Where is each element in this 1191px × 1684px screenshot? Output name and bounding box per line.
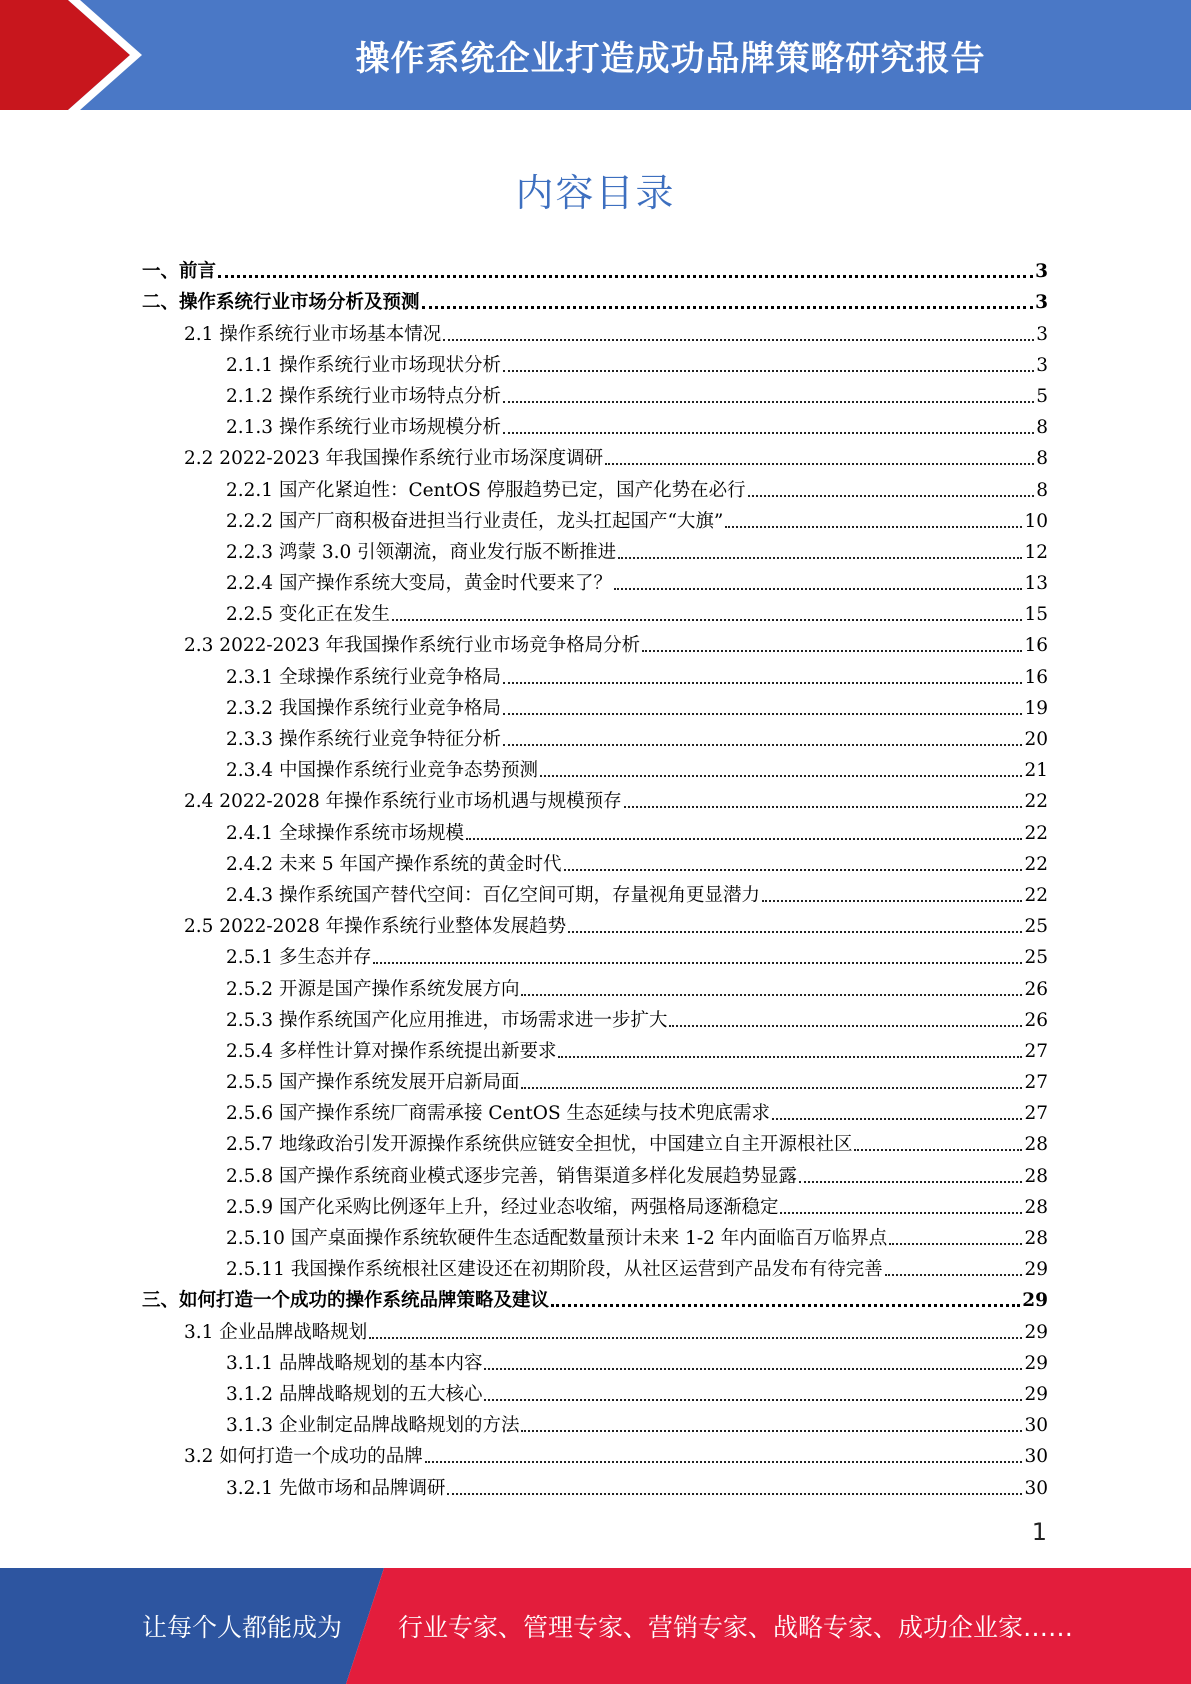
toc-entry-page: 26	[1024, 1009, 1048, 1031]
toc-dot-leader	[642, 650, 1022, 652]
toc-entry[interactable]	[142, 847, 1048, 878]
toc-dot-leader	[503, 713, 1022, 715]
toc-entry[interactable]	[142, 441, 1048, 472]
toc-entry[interactable]	[142, 597, 1048, 628]
toc-entry-page: 30	[1024, 1477, 1048, 1499]
toc-dot-leader	[369, 1337, 1022, 1339]
toc-entry-title: 2.3.1 全球操作系统行业竞争格局	[226, 666, 501, 688]
toc-entry[interactable]	[142, 1190, 1048, 1221]
footer-slogan-left: 让每个人都能成为	[142, 1613, 343, 1642]
toc-entry-page: 8	[1036, 479, 1048, 501]
toc-entry-page: 5	[1036, 385, 1048, 407]
toc-entry-page: 28	[1024, 1228, 1048, 1249]
toc-entry-title: 2.4.2 未来 5 年国产操作系统的黄金时代	[226, 853, 562, 875]
toc-entry-page: 29	[1024, 1321, 1048, 1343]
toc-entry[interactable]	[142, 535, 1048, 566]
toc-entry-page: 28	[1024, 1165, 1048, 1187]
toc-entry[interactable]	[142, 254, 1048, 285]
toc-entry[interactable]	[142, 1003, 1048, 1034]
toc-entry-title: 2.3.4 中国操作系统行业竞争态势预测	[226, 760, 538, 782]
toc-entry-page: 8	[1036, 448, 1048, 470]
toc-entry-title: 3.1 企业品牌战略规划	[184, 1321, 368, 1343]
toc-entry-page: 10	[1024, 510, 1048, 532]
toc-entry[interactable]	[142, 940, 1048, 971]
toc-entry-page: 12	[1024, 541, 1048, 563]
toc-entry-title: 2.2.1 国产化紧迫性：CentOS 停服趋势已定，国产化势在必行	[226, 479, 746, 501]
toc-entry-page: 8	[1036, 417, 1048, 439]
toc-dot-leader	[568, 931, 1022, 933]
toc-dot-leader	[624, 806, 1023, 808]
toc-entry-title: 2.1.3 操作系统行业市场规模分析	[226, 417, 501, 439]
toc-dot-leader	[854, 1149, 1022, 1151]
toc-entry[interactable]	[142, 1470, 1048, 1501]
footer-slogan-right: 行业专家、管理专家、营销专家、战略专家、成功企业家……	[398, 1613, 1074, 1642]
toc-entry-title: 2.5.11 我国操作系统根社区建设还在初期阶段，从社区运营到产品发布有待完善	[226, 1259, 883, 1281]
toc-entry-page: 15	[1024, 604, 1048, 626]
toc-dot-leader	[425, 1461, 1023, 1463]
toc-entry-title: 2.2.3 鸿蒙 3.0 引领潮流，商业发行版不断推进	[226, 541, 617, 563]
toc-entry-page: 27	[1024, 1072, 1048, 1094]
toc-entry-title: 2.3.3 操作系统行业竞争特征分析	[226, 729, 501, 750]
toc-entry-page: 20	[1024, 729, 1048, 750]
toc-entry-title: 2.5 2022-2028 年操作系统行业整体发展趋势	[184, 916, 567, 938]
footer-band	[0, 1568, 1191, 1684]
toc-entry-title: 2.3 2022-2023 年我国操作系统行业市场竞争格局分析	[184, 635, 641, 657]
toc-dot-leader	[392, 619, 1022, 621]
toc-entry-title: 3.1.1 品牌战略规划的基本内容	[226, 1352, 483, 1374]
toc-entry-title: 二、操作系统行业市场分析及预测	[142, 292, 420, 314]
toc-dot-leader	[503, 432, 1034, 434]
toc-entry[interactable]	[142, 784, 1048, 815]
toc-dot-leader	[503, 744, 1022, 746]
toc-entry[interactable]	[142, 1377, 1048, 1408]
toc-entry-title: 2.5.1 多生态并存	[226, 947, 372, 969]
toc-entry-title: 一、前言	[142, 261, 217, 283]
toc-entry-title: 2.5.4 多样性计算对操作系统提出新要求	[226, 1040, 557, 1062]
toc-entry[interactable]	[142, 472, 1048, 503]
toc-dot-leader	[521, 1430, 1022, 1432]
toc-entry[interactable]	[142, 878, 1048, 909]
toc-entry-title: 三、如何打造一个成功的操作系统品牌策略及建议	[142, 1290, 550, 1312]
toc-dot-leader	[889, 1243, 1022, 1245]
toc-dot-leader	[484, 1368, 1022, 1370]
toc-dot-leader	[669, 1025, 1022, 1027]
toc-entry[interactable]	[142, 1408, 1048, 1439]
toc-entry[interactable]	[142, 1283, 1048, 1314]
toc-dot-leader	[521, 994, 1022, 996]
toc-entry-title: 2.2 2022-2023 年我国操作系统行业市场深度调研	[184, 448, 604, 470]
toc-dot-leader	[564, 869, 1023, 871]
toc-entry[interactable]	[142, 410, 1048, 441]
toc-dot-leader	[885, 1274, 1023, 1276]
toc-dot-leader	[373, 962, 1022, 964]
toc-entry[interactable]	[142, 1346, 1048, 1377]
toc-dot-leader	[521, 1087, 1022, 1089]
toc-entry[interactable]	[142, 285, 1048, 316]
toc-entry[interactable]	[142, 504, 1048, 535]
toc-entry-page: 3	[1035, 261, 1048, 283]
toc-dot-leader	[614, 588, 1022, 590]
toc-entry[interactable]	[142, 691, 1048, 722]
toc-entry-title: 2.4.1 全球操作系统市场规模	[226, 822, 464, 844]
toc-entry-page: 29	[1024, 1259, 1048, 1281]
toc-entry-page: 28	[1024, 1134, 1048, 1156]
toc-entry-title: 2.1.1 操作系统行业市场现状分析	[226, 354, 501, 376]
toc-entry-title: 2.5.7 地缘政治引发开源操作系统供应链安全担忧，中国建立自主开源根社区	[226, 1134, 853, 1156]
toc-entry[interactable]	[142, 1221, 1048, 1252]
toc-entry-page: 25	[1024, 916, 1048, 938]
table-of-contents	[142, 254, 1048, 1502]
toc-entry-title: 2.3.2 我国操作系统行业竞争格局	[226, 697, 501, 719]
toc-entry[interactable]	[142, 1439, 1048, 1470]
toc-entry-page: 13	[1024, 573, 1048, 595]
toc-entry-page: 22	[1024, 791, 1048, 813]
toc-dot-leader	[443, 339, 1034, 341]
toc-entry-title: 2.5.6 国产操作系统厂商需承接 CentOS 生态延续与技术兜底需求	[226, 1103, 771, 1125]
toc-entry-page: 21	[1024, 760, 1048, 782]
toc-entry-page: 27	[1024, 1040, 1048, 1062]
toc-entry-title: 2.5.9 国产化采购比例逐年上升，经过业态收缩，两强格局逐渐稳定	[226, 1196, 779, 1218]
header-arrow-decoration	[0, 0, 150, 110]
toc-entry-title: 2.1.2 操作系统行业市场特点分析	[226, 385, 501, 407]
header-band	[0, 0, 1191, 110]
toc-entry-page: 25	[1024, 947, 1048, 969]
toc-entry-page: 16	[1024, 666, 1048, 688]
toc-entry-title: 3.1.3 企业制定品牌战略规划的方法	[226, 1415, 520, 1437]
toc-dot-leader	[503, 401, 1034, 403]
toc-entry[interactable]	[142, 1252, 1048, 1283]
toc-entry-title: 2.5.2 开源是国产操作系统发展方向	[226, 978, 520, 1000]
toc-entry[interactable]	[142, 971, 1048, 1002]
toc-dot-leader	[540, 775, 1022, 777]
toc-entry-page: 29	[1022, 1290, 1048, 1312]
toc-dot-leader	[503, 370, 1034, 372]
toc-dot-leader	[447, 1493, 1022, 1495]
report-title: 操作系统企业打造成功品牌策略研究报告	[355, 38, 986, 79]
toc-entry-title: 2.4 2022-2028 年操作系统行业市场机遇与规模预存	[184, 791, 622, 813]
toc-entry[interactable]	[142, 1314, 1048, 1345]
toc-heading: 内容目录	[515, 171, 676, 215]
toc-entry[interactable]	[142, 628, 1048, 659]
toc-dot-leader	[503, 682, 1022, 684]
toc-entry[interactable]	[142, 659, 1048, 690]
toc-entry[interactable]	[142, 316, 1048, 347]
toc-dot-leader	[762, 900, 1022, 902]
page-number: 1	[1031, 1518, 1047, 1546]
toc-entry-page: 28	[1024, 1196, 1048, 1218]
toc-entry-title: 3.2.1 先做市场和品牌调研	[226, 1477, 446, 1499]
toc-entry[interactable]	[142, 348, 1048, 379]
toc-dot-leader	[558, 1056, 1022, 1058]
toc-entry-title: 2.2.4 国产操作系统大变局，黄金时代要来了？	[226, 573, 612, 595]
toc-entry-title: 2.2.5 变化正在发生	[226, 604, 390, 626]
toc-dot-leader	[748, 495, 1035, 497]
toc-dot-leader	[772, 1118, 1022, 1120]
toc-dot-leader	[799, 1181, 1022, 1183]
toc-entry[interactable]	[142, 1158, 1048, 1189]
toc-dot-leader	[605, 463, 1034, 465]
toc-entry-page: 19	[1024, 697, 1048, 719]
toc-entry-page: 3	[1035, 292, 1048, 314]
toc-entry-title: 2.5.5 国产操作系统发展开启新局面	[226, 1072, 520, 1094]
toc-entry-page: 30	[1024, 1415, 1048, 1437]
toc-entry-page: 22	[1024, 853, 1048, 875]
toc-entry-page: 22	[1024, 822, 1048, 844]
toc-entry-page: 29	[1024, 1383, 1048, 1405]
toc-entry-title: 2.2.2 国产厂商积极奋进担当行业责任，龙头扛起国产“大旗”	[226, 510, 724, 532]
toc-entry-page: 29	[1024, 1352, 1048, 1374]
toc-dot-leader	[618, 557, 1022, 559]
toc-entry-title: 2.5.3 操作系统国产化应用推进，市场需求进一步扩大	[226, 1009, 668, 1031]
toc-entry[interactable]	[142, 909, 1048, 940]
toc-entry-title: 3.1.2 品牌战略规划的五大核心	[226, 1383, 483, 1405]
toc-entry-title: 2.1 操作系统行业市场基本情况	[184, 323, 442, 345]
toc-entry[interactable]	[142, 566, 1048, 597]
toc-dot-leader	[218, 275, 1033, 278]
toc-entry-page: 27	[1024, 1103, 1048, 1125]
toc-dot-leader	[466, 838, 1022, 840]
toc-dot-leader	[422, 306, 1034, 309]
toc-dot-leader	[780, 1212, 1022, 1214]
toc-entry-page: 3	[1036, 323, 1048, 345]
toc-entry[interactable]	[142, 1096, 1048, 1127]
toc-entry[interactable]	[142, 1034, 1048, 1065]
toc-entry-page: 26	[1024, 978, 1048, 1000]
toc-entry-title: 2.4.3 操作系统国产替代空间：百亿空间可期，存量视角更显潜力	[226, 884, 760, 906]
toc-entry-page: 30	[1024, 1446, 1048, 1468]
toc-entry-page: 3	[1036, 354, 1048, 376]
toc-entry[interactable]	[142, 753, 1048, 784]
toc-entry-page: 16	[1024, 635, 1048, 657]
toc-entry-title: 3.2 如何打造一个成功的品牌	[184, 1446, 423, 1468]
toc-entry[interactable]	[142, 379, 1048, 410]
toc-dot-leader	[484, 1399, 1022, 1401]
toc-entry[interactable]	[142, 1065, 1048, 1096]
toc-entry-title: 2.5.8 国产操作系统商业模式逐步完善，销售渠道多样化发展趋势显露	[226, 1165, 797, 1187]
toc-entry-page: 22	[1024, 884, 1048, 906]
toc-entry-title: 2.5.10 国产桌面操作系统软硬件生态适配数量预计未来 1-2 年内面临百万临界点	[226, 1228, 888, 1249]
toc-entry[interactable]	[142, 722, 1048, 753]
toc-dot-leader	[725, 526, 1022, 528]
toc-dot-leader	[551, 1304, 1020, 1307]
toc-entry[interactable]	[142, 1127, 1048, 1158]
toc-entry[interactable]	[142, 815, 1048, 846]
